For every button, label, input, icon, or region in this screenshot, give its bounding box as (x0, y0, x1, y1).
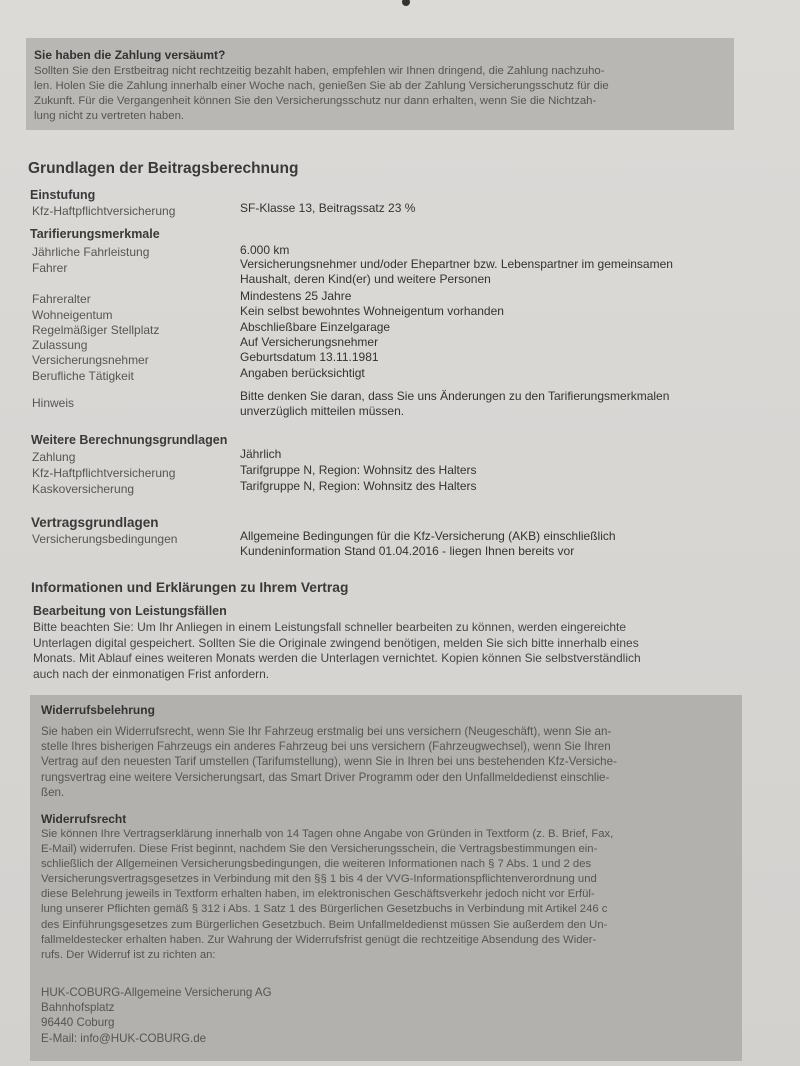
heading-tarifierungsmerkmale: Tarifierungsmerkmale (30, 227, 160, 241)
value-stellplatz: Abschließbare Einzelgarage (240, 320, 391, 334)
payment-notice-box (26, 38, 734, 130)
label-kfz-haftpflicht: Kfz-Haftpflichtversicherung (32, 466, 176, 480)
label-fahrer: Fahrer (32, 261, 68, 275)
label-zulassung: Zulassung (32, 338, 88, 352)
section-title-grundlagen: Grundlagen der Beitragsberechnung (28, 160, 299, 177)
label-einstufung: Kfz-Haftpflichtversicherung (32, 204, 176, 218)
widerrufsrecht-text: Sie können Ihre Vertragserklärung innerhalb von 14 Tagen ohne Angabe von Gründen in Textform (z. B. Brief, Fax, E-Mail) widerrufen. Diese Frist beginnt, nachdem Sie den Versicherungsschein, die Vertragsbestimmungen ein- schließlich der Allgemeinen Versicherungsbedingungen, die weiteren Informationen nach § 7 Abs. 1 und 2 des Versicherungsvertragsgesetzes in Verbindung mit den §§ 1 bis 4 der VVG-Informationspflichtenverordnung und diese Belehrung jeweils in Textform erhalten haben, im elektronischen Geschäftsverkehr jedoch nicht vor Erfül- lung unserer Pflichten gemäß § 312 i Abs. 1 Satz 1 des Bürgerlichen Gesetzbuchs in Verbindung mit Artikel 246 c des Einführungsgesetzes zum Bürgerlichen Gesetzbuch. Beim Unfallmeldedienst müssen Sie außerdem den Un- fallmeldestecker erhalten haben. Zur Wahrung der Widerrufsfrist genügt die rechtzeitige Absendung des Wider- rufs. Der Widerruf ist zu richten an: (41, 828, 614, 961)
widerruf-title: Widerrufsbelehrung (41, 703, 155, 717)
heading-vertragsgrundlagen: Vertragsgrundlagen (31, 515, 159, 530)
label-fahreralter: Fahreralter (32, 292, 91, 306)
label-fahrleistung: Jährliche Fahrleistung (32, 245, 150, 259)
label-stellplatz: Regelmäßiger Stellplatz (32, 323, 160, 337)
section-title-informationen: Informationen und Erklärungen zu Ihrem Vertrag (31, 580, 349, 595)
widerruf-address: HUK-COBURG-Allgemeine Versicherung AG Bahnhofsplatz 96440 Coburg E-Mail: info@HUK-COBURG.de (41, 986, 272, 1045)
heading-einstufung: Einstufung (30, 188, 96, 202)
label-wohneigentum: Wohneigentum (32, 308, 113, 322)
widerrufsrecht-heading: Widerrufsrecht (41, 812, 127, 826)
value-fahrleistung: 6.000 km (240, 243, 290, 257)
widerruf-intro: Sie haben ein Widerrufsrecht, wenn Sie Ihr Fahrzeug erstmalig bei uns versichern (Neugeschäft), wenn Sie an- stelle Ihres bisherigen Fahrzeugs ein anderes Fahrzeug bei uns versichern (Fahrzeugwechsel), wenn Sie Ihren Vertrag auf den neuesten Tarif umstellen (Tarifumstellung), wenn Sie in Ihren bei uns bestehenden Kfz-Versiche- rungsvertrag eine weitere Versicherungsart, das Smart Driver Programm oder den Unfallmeldedienst einschlie- ßen. (41, 725, 617, 799)
text-leistungsfaelle: Bitte beachten Sie: Um Ihr Anliegen in einem Leistungsfall schneller bearbeiten zu können, werden eingereichte Unterlagen digital gespeichert. Sollten Sie die Originale zwingend benötigen, melden Sie sich bitte innerhalb eines Monats. Mit Ablauf eines weiteren Monats werden die Unterlagen vernichtet. Kopien können Sie selbstverständlich auch nach der einmonatigen Frist anfordern. (33, 620, 641, 681)
value-zahlung: Jährlich (240, 447, 282, 461)
value-kasko: Tarifgruppe N, Region: Wohnsitz des Halters (240, 479, 477, 493)
widerruf-box (30, 695, 742, 1061)
value-fahreralter: Mindestens 25 Jahre (240, 289, 352, 303)
heading-weitere: Weitere Berechnungsgrundlagen (31, 433, 228, 447)
punch-hole-mark (402, 0, 410, 6)
label-versicherungsbedingungen: Versicherungsbedingungen (32, 532, 178, 546)
value-fahrer: Versicherungsnehmer und/oder Ehepartner bzw. Lebenspartner im gemeinsamen Haushalt, deren Kind(er) und weitere Personen (240, 257, 673, 286)
label-versicherungsnehmer: Versicherungsnehmer (32, 353, 149, 367)
notice-text: Sollten Sie den Erstbeitrag nicht rechtzeitig bezahlt haben, empfehlen wir Ihnen dringend, die Zahlung nachzuho- len. Holen Sie die Zahlung innerhalb einer Woche nach, genießen Sie ab der Zahlung Versicherungsschutz für die Zukunft. Für die Vergangenheit können Sie den Versicherungsschutz nur dann erhalten, wenn Sie die Nichtzah- lung nicht zu vertreten haben. (34, 65, 609, 122)
value-versicherungsnehmer: Geburtsdatum 13.11.1981 (240, 350, 379, 364)
heading-leistungsfaelle: Bearbeitung von Leistungsfällen (33, 604, 227, 618)
value-taetigkeit: Angaben berücksichtigt (240, 366, 365, 380)
value-hinweis: Bitte denken Sie daran, dass Sie uns Änderungen zu den Tarifierungsmerkmalen unverzüglich mitteilen müssen. (240, 389, 670, 418)
value-versicherungsbedingungen: Allgemeine Bedingungen für die Kfz-Versicherung (AKB) einschließlich Kundeninformation Stand 01.04.2016 - liegen Ihnen bereits vor (240, 529, 616, 558)
label-kasko: Kaskoversicherung (32, 482, 135, 496)
label-zahlung: Zahlung (32, 450, 76, 464)
value-einstufung: SF-Klasse 13, Beitragssatz 23 % (240, 201, 416, 215)
value-kfz-haftpflicht: Tarifgruppe N, Region: Wohnsitz des Halters (240, 463, 477, 477)
label-hinweis: Hinweis (32, 396, 75, 410)
notice-title: Sie haben die Zahlung versäumt? (34, 48, 226, 62)
value-wohneigentum: Kein selbst bewohntes Wohneigentum vorhanden (240, 304, 504, 318)
label-taetigkeit: Berufliche Tätigkeit (32, 369, 134, 383)
value-zulassung: Auf Versicherungsnehmer (240, 335, 379, 349)
